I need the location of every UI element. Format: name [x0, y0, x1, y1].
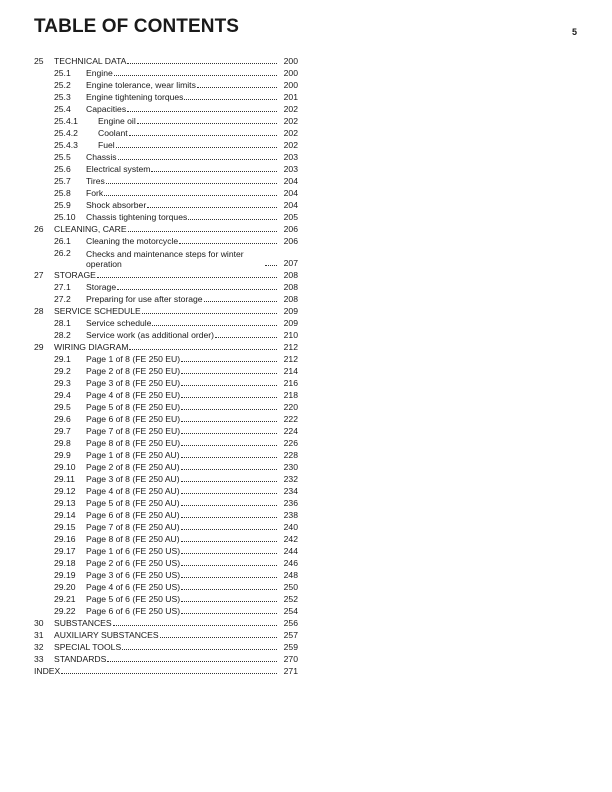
toc-entry-title: Service work (as additional order) [86, 330, 215, 340]
toc-entry-title: Shock absorber [86, 200, 147, 210]
toc-entry-number: 28.1 [54, 318, 71, 328]
toc-entry-page: 218 [283, 390, 298, 400]
toc-entry-page: 209 [283, 306, 298, 316]
toc-entry[interactable] [34, 461, 298, 473]
toc-entry-number: 28 [34, 306, 44, 316]
dot-leader [116, 147, 277, 148]
toc-entry-title: Page 4 of 8 (FE 250 AU) [86, 486, 180, 496]
toc-entry-number: 29.11 [54, 474, 75, 484]
toc-entry-number: 29.21 [54, 594, 76, 604]
toc-entry-title: Page 4 of 6 (FE 250 US) [86, 582, 181, 592]
toc-entry-title: Page 7 of 8 (FE 250 EU) [86, 426, 181, 436]
toc-entry-number: 25.7 [54, 176, 71, 186]
toc-entry-page: 202 [283, 140, 298, 150]
dot-leader [181, 553, 277, 554]
dot-leader [204, 301, 277, 302]
toc-entry-title: Service schedule [86, 318, 152, 328]
toc-entry-title: TECHNICAL DATA [54, 56, 127, 66]
toc-entry-number: 26.2 [54, 248, 71, 258]
toc-entry[interactable] [34, 629, 298, 641]
dot-leader [181, 361, 277, 362]
toc-entry-number: 25.2 [54, 80, 71, 90]
toc-entry-page: 248 [283, 570, 298, 580]
toc-entry-number: 29.1 [54, 354, 71, 364]
toc-entry-number: 25.3 [54, 92, 71, 102]
toc-entry-title: Page 3 of 6 (FE 250 US) [86, 570, 181, 580]
toc-entry-page: 208 [283, 270, 298, 280]
toc-entry-number: 29.14 [54, 510, 76, 520]
toc-entry-title: Page 1 of 6 (FE 250 US) [86, 546, 181, 556]
toc-entry[interactable] [34, 593, 298, 605]
toc-entry-page: 202 [283, 104, 298, 114]
toc-entry-page: 246 [283, 558, 298, 568]
dot-leader [188, 219, 277, 220]
toc-entry-title: Tires [86, 176, 105, 186]
toc-entry[interactable] [34, 485, 298, 497]
toc-entry-number: 33 [34, 654, 44, 664]
toc-entry-title: Page 5 of 6 (FE 250 US) [86, 594, 181, 604]
toc-entry[interactable] [34, 449, 298, 461]
toc-entry-title: Fork [86, 188, 104, 198]
toc-entry-page: 242 [283, 534, 298, 544]
toc-entry-number: 27 [34, 270, 44, 280]
toc-entry-number: 27.1 [54, 282, 71, 292]
toc-entry-number: 29.22 [54, 606, 76, 616]
toc-entry-number: 25.4.2 [54, 128, 78, 138]
toc-entry[interactable] [34, 401, 298, 413]
toc-entry-number: 29.4 [54, 390, 71, 400]
toc-entry-title: Page 4 of 8 (FE 250 EU) [86, 390, 181, 400]
page-title: TABLE OF CONTENTS [34, 16, 240, 37]
toc-entry-page: 252 [283, 594, 298, 604]
toc-entry[interactable] [34, 67, 298, 79]
dot-leader [61, 673, 277, 674]
dot-leader [129, 349, 277, 350]
dot-leader [265, 265, 277, 266]
toc-entry-title: Page 6 of 8 (FE 250 EU) [86, 414, 181, 424]
toc-entry[interactable] [34, 127, 298, 139]
dot-leader [128, 231, 277, 232]
dot-leader [181, 565, 277, 566]
toc-entry-number: 27.2 [54, 294, 71, 304]
toc-entry-number: 25.8 [54, 188, 71, 198]
toc-entry-page: 209 [283, 318, 298, 328]
toc-entry-title: Preparing for use after storage [86, 294, 203, 304]
dot-leader [181, 601, 277, 602]
toc-entry-number: 29.6 [54, 414, 71, 424]
toc-entry-page: 203 [283, 152, 298, 162]
toc-entry-page: 204 [283, 176, 298, 186]
toc-entry-page: 238 [283, 510, 298, 520]
toc-entry-page: 206 [283, 224, 298, 234]
toc-entry-number: 29.9 [54, 450, 71, 460]
dot-leader [160, 637, 277, 638]
dot-leader [106, 183, 277, 184]
dot-leader [181, 577, 277, 578]
toc-entry[interactable] [34, 557, 298, 569]
toc-entry[interactable] [34, 509, 298, 521]
toc-entry-page: 244 [283, 546, 298, 556]
toc-entry-title: Engine tolerance, wear limits [86, 80, 196, 90]
toc-entry-number: 25 [34, 56, 44, 66]
toc-entry[interactable] [34, 437, 298, 449]
dot-leader [142, 313, 277, 314]
toc-entry-title: Engine tightening torques [86, 92, 184, 102]
dot-leader [181, 433, 277, 434]
toc-entry-title: Chassis tightening torques [86, 212, 188, 222]
toc-entry-number: 29.20 [54, 582, 76, 592]
toc-entry[interactable] [34, 329, 298, 341]
toc-entry-number: 32 [34, 642, 44, 652]
toc-entry-page: 236 [283, 498, 298, 508]
toc-entry-title: CLEANING, CARE [54, 224, 127, 234]
dot-leader [181, 505, 277, 506]
toc-entry-number: 29.10 [54, 462, 76, 472]
dot-leader [181, 481, 277, 482]
toc-entry-page: 212 [283, 342, 298, 352]
toc-entry[interactable] [34, 377, 298, 389]
toc-entry-title: Engine [86, 68, 113, 78]
toc-entry-number: 29.5 [54, 402, 71, 412]
toc-entry-title: Page 6 of 8 (FE 250 AU) [86, 510, 180, 520]
toc-entry-page: 200 [283, 68, 298, 78]
dot-leader [181, 457, 277, 458]
dot-leader [122, 649, 277, 650]
toc-entry[interactable] [34, 235, 298, 247]
page-number: 5 [571, 27, 577, 37]
toc-entry-title: Storage [86, 282, 117, 292]
toc-entry-number: 25.10 [54, 212, 76, 222]
dot-leader [127, 111, 277, 112]
toc-entry[interactable] [34, 223, 298, 235]
toc-entry-title: Page 8 of 8 (FE 250 EU) [86, 438, 181, 448]
toc-entry[interactable] [34, 569, 298, 581]
toc-entry-title: Page 3 of 8 (FE 250 AU) [86, 474, 180, 484]
toc-entry-page: 200 [283, 56, 298, 66]
toc-entry-title: Chassis [86, 152, 117, 162]
toc-entry-title: Page 6 of 6 (FE 250 US) [86, 606, 181, 616]
toc-entry[interactable] [34, 247, 298, 269]
toc-entry-page: 240 [283, 522, 298, 532]
dot-leader [181, 613, 277, 614]
dot-leader [181, 517, 277, 518]
toc-entry-page: 271 [283, 666, 298, 676]
toc-entry-page: 259 [283, 642, 298, 652]
toc-entry-page: 220 [283, 402, 298, 412]
toc-entry-page: 208 [283, 282, 298, 292]
dot-leader [181, 385, 277, 386]
toc-entry-page: 216 [283, 378, 298, 388]
toc-entry[interactable] [34, 341, 298, 353]
toc-entry-number: 25.4.1 [54, 116, 78, 126]
toc-entry-page: 230 [283, 462, 298, 472]
toc-entry-number: 29.19 [54, 570, 76, 580]
toc-entry-page: 200 [283, 80, 298, 90]
toc-entry[interactable] [34, 163, 298, 175]
toc-entry-page: 206 [283, 236, 298, 246]
toc-entry-title: Page 2 of 6 (FE 250 US) [86, 558, 181, 568]
dot-leader [147, 207, 277, 208]
toc-entry[interactable] [34, 55, 298, 67]
toc-entry[interactable] [34, 187, 298, 199]
toc-entry-page: 257 [283, 630, 298, 640]
toc-entry-page: 224 [283, 426, 298, 436]
toc-entry-page: 203 [283, 164, 298, 174]
toc-entry-title: Electrical system [86, 164, 151, 174]
toc-entry[interactable] [34, 581, 298, 593]
toc-entry[interactable] [34, 103, 298, 115]
dot-leader [181, 589, 277, 590]
toc-entry-number: 29.18 [54, 558, 76, 568]
toc-entry-page: 226 [283, 438, 298, 448]
toc-entry-page: 201 [283, 92, 298, 102]
toc-entry-number: 29.7 [54, 426, 71, 436]
toc-entry-number: 25.5 [54, 152, 71, 162]
dot-leader [197, 87, 277, 88]
toc-entry-number: 31 [34, 630, 44, 640]
toc-entry[interactable] [34, 353, 298, 365]
toc-entry-number: 25.6 [54, 164, 71, 174]
dot-leader [181, 421, 277, 422]
toc-entry-title: Capacities [86, 104, 127, 114]
toc-entry[interactable] [34, 521, 298, 533]
toc-entry-title: SERVICE SCHEDULE [54, 306, 141, 316]
dot-leader [114, 75, 277, 76]
toc-entry-number: 29.2 [54, 366, 71, 376]
toc-entry-title: STANDARDS [54, 654, 107, 664]
toc-entry-title: WIRING DIAGRAM [54, 342, 129, 352]
toc-entry[interactable] [34, 545, 298, 557]
toc-entry[interactable] [34, 665, 298, 677]
dot-leader [104, 195, 277, 196]
toc-entry[interactable] [34, 175, 298, 187]
toc-entry-title: Page 5 of 8 (FE 250 AU) [86, 498, 180, 508]
dot-leader [184, 99, 277, 100]
toc-entry[interactable] [34, 115, 298, 127]
toc-entry[interactable] [34, 389, 298, 401]
toc-entry-number: 25.9 [54, 200, 71, 210]
dot-leader [181, 409, 277, 410]
toc-entry-title: Page 8 of 8 (FE 250 AU) [86, 534, 180, 544]
toc-entry-page: 214 [283, 366, 298, 376]
toc-entry[interactable] [34, 305, 298, 317]
toc-entry-page: 222 [283, 414, 298, 424]
dot-leader [127, 63, 277, 64]
dot-leader [118, 159, 277, 160]
toc-entry[interactable] [34, 617, 298, 629]
dot-leader [151, 171, 277, 172]
toc-entry-page: 205 [283, 212, 298, 222]
toc-entry-number: 29.12 [54, 486, 76, 496]
dot-leader [181, 469, 277, 470]
toc-entry[interactable] [34, 151, 298, 163]
toc-entry-title: Cleaning the motorcycle [86, 236, 179, 246]
toc-entry-page: 207 [283, 258, 298, 268]
toc-entry-title: Page 1 of 8 (FE 250 EU) [86, 354, 181, 364]
toc-entry-number: 29.8 [54, 438, 71, 448]
toc-entry-number: 25.4 [54, 104, 71, 114]
dot-leader [215, 337, 277, 338]
toc-entry-page: 210 [283, 330, 298, 340]
toc-entry-page: 250 [283, 582, 298, 592]
dot-leader [181, 529, 277, 530]
toc-entry[interactable] [34, 425, 298, 437]
toc-entry-page: 254 [283, 606, 298, 616]
toc-entry-page: 232 [283, 474, 298, 484]
toc-entry-page: 270 [283, 654, 298, 664]
toc-entry-title: Page 5 of 8 (FE 250 EU) [86, 402, 181, 412]
toc-entry[interactable] [34, 139, 298, 151]
toc-entry-number: 25.1 [54, 68, 71, 78]
toc-entry[interactable] [34, 653, 298, 665]
toc-entry-number: 29.13 [54, 498, 76, 508]
toc-entry-page: 202 [283, 128, 298, 138]
toc-entry-title: Coolant [98, 128, 128, 138]
toc-entry-number: 29.17 [54, 546, 76, 556]
toc-entry-title: SUBSTANCES [54, 618, 112, 628]
dot-leader [179, 243, 277, 244]
toc-entry-number: 28.2 [54, 330, 71, 340]
toc-entry-number: 29.15 [54, 522, 76, 532]
toc-entry-number: 29.3 [54, 378, 71, 388]
dot-leader [181, 373, 277, 374]
toc-entry-title: STORAGE [54, 270, 96, 280]
toc-entry-title: Page 1 of 8 (FE 250 AU) [86, 450, 180, 460]
toc-entry-title: SPECIAL TOOLS [54, 642, 122, 652]
toc-entry-title: Page 2 of 8 (FE 250 AU) [86, 462, 180, 472]
dot-leader [107, 661, 277, 662]
dot-leader [113, 625, 277, 626]
toc-entry-title: AUXILIARY SUBSTANCES [54, 630, 159, 640]
toc-entry-page: 256 [283, 618, 298, 628]
toc-entry-number: 25.4.3 [54, 140, 78, 150]
toc-entry[interactable] [34, 641, 298, 653]
toc-entry-number: 30 [34, 618, 44, 628]
toc-entry[interactable] [34, 293, 298, 305]
dot-leader [137, 123, 277, 124]
toc-entry[interactable] [34, 317, 298, 329]
toc-entry-title: Engine oil [98, 116, 136, 126]
dot-leader [117, 289, 277, 290]
toc-entry[interactable] [34, 605, 298, 617]
toc-entry[interactable] [34, 269, 298, 281]
toc-entry[interactable] [34, 199, 298, 211]
table-of-contents [34, 55, 298, 677]
toc-entry-title: Page 3 of 8 (FE 250 EU) [86, 378, 181, 388]
toc-entry[interactable] [34, 533, 298, 545]
dot-leader [129, 135, 277, 136]
dot-leader [181, 397, 277, 398]
toc-entry-title: Page 7 of 8 (FE 250 AU) [86, 522, 180, 532]
toc-entry-number: 29 [34, 342, 44, 352]
toc-entry-number: 29.16 [54, 534, 76, 544]
dot-leader [181, 493, 277, 494]
toc-entry-page: 204 [283, 200, 298, 210]
toc-entry-title: INDEX [34, 666, 61, 676]
dot-leader [97, 277, 277, 278]
toc-entry-page: 234 [283, 486, 298, 496]
toc-entry[interactable] [34, 413, 298, 425]
toc-entry[interactable] [34, 79, 298, 91]
toc-entry[interactable] [34, 473, 298, 485]
toc-entry-title: Page 2 of 8 (FE 250 EU) [86, 366, 181, 376]
dot-leader [152, 325, 277, 326]
toc-entry-title: Checks and maintenance steps for winter operation [86, 249, 244, 269]
toc-entry-page: 212 [283, 354, 298, 364]
toc-entry-page: 228 [283, 450, 298, 460]
toc-entry-number: 26.1 [54, 236, 71, 246]
toc-entry[interactable] [34, 91, 298, 103]
toc-entry[interactable] [34, 497, 298, 509]
dot-leader [181, 541, 277, 542]
toc-entry-page: 202 [283, 116, 298, 126]
dot-leader [181, 445, 277, 446]
toc-entry[interactable] [34, 211, 298, 223]
toc-entry-page: 204 [283, 188, 298, 198]
toc-entry[interactable] [34, 365, 298, 377]
toc-entry-page: 208 [283, 294, 298, 304]
toc-entry-number: 26 [34, 224, 44, 234]
toc-entry-title: Fuel [98, 140, 115, 150]
toc-entry[interactable] [34, 281, 298, 293]
